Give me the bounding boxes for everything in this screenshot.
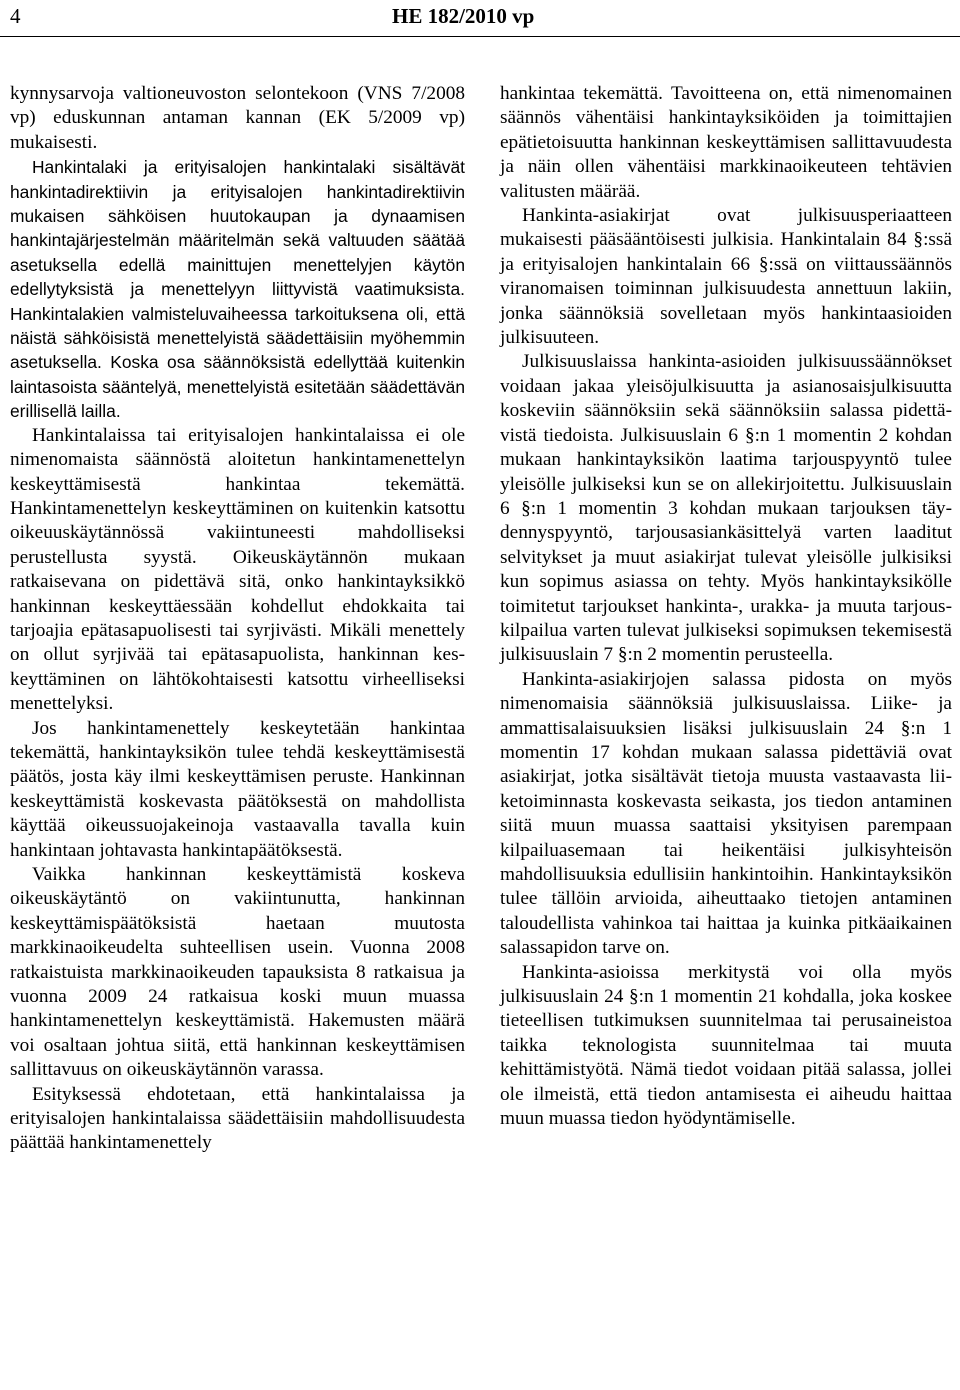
paragraph: Jos hankintamenettely keskeytetään hankintaa tekemättä, hankintayksikön tulee tehdä keskeyttämisestä päätös, josta käy ilmi keskeyttämisen peruste. Hankinnan keskeyttämistä koskevasta päätöksestä on mahdollista käyttää oikeussuojakeinoja vastaavalla tavalla kuin hankintaan johtavasta hankintapäätöksestä. bbox=[10, 717, 465, 861]
paragraph: Vaikka hankinnan keskeyttämistä koskeva oikeuskäytäntö on vakiintunutta, hankinnan keskeyttämispäätöksistä haetaan muutosta markkinaoikeudelta suhteellisen usein. Vuonna 2008 ratkaistuista markkinaoikeuden tapauksista 8 ratkaisua ja vuonna 2009 24 ratkaisua koski muun muassa hankintamenettelyn keskeyttämistä. Hakemusten määrä voi osaltaan johtua siitä, että hankinnan keskeyttämisen sallittavuus on oikeuskäytännön varassa. bbox=[10, 864, 465, 1081]
paragraph: Hankinta-asioissa merkitystä voi olla myös julkisuuslain 24 §:n 1 momentin 21 kohdalla, joka koskee tieteellisen tutkimuksen suunnitelmaa tai perusaineistoa taikka teknologista suunnitelmaa tai muuta kehittämistyötä. Nämä tiedot voidaan pitää salassa, jollei ole ilmeistä, että tiedon antamisesta ei aiheudu haittaa muun muassa tiedon hyödyntämiselle. bbox=[500, 961, 952, 1130]
paragraph: Hankintalaissa tai erityisalojen hankintalaissa ei ole nimenomaista säännöstä aloitetun hankintamenettelyn keskeyttämisestä hankintaa tekemättä. Hankintamenettelyn keskeyttäminen on kuitenkin katsottu oikeuuskäytännössä vakiintuneesti mahdolliseksi perustellusta syystä. Oikeuskäytännön mukaan ratkaisevana on pidettävä sitä, onko hankintayksikkö hankinnan keskeyttäessään kohdellut ehdokkaita tai tarjoajia epätasapuolisesti tai syrjivästi. Mikäli menettely on ollut syrjivää tai epätasapuolista, hankinnan keskeyttäminen on lähtökohtaisesti katsottu virheelliseksi menettelyksi. bbox=[10, 424, 465, 715]
page-number: 4 bbox=[10, 4, 21, 28]
right-column bbox=[500, 82, 952, 1131]
page-header bbox=[0, 0, 960, 36]
paragraph: Hankinta-asiakirjojen salassa pidosta on myös nimenomaisia säännöksiä julkisuuslaissa. Liike- ja ammattisalaisuuksien lisäksi julkisuuslain 24 §:n 1 momentin 17 kohdan mukaan salassa pidettäviä ovat asiakirjat, jotka sisältävät tietoja muusta vastaavasta liiketoiminnasta koskevasta seikasta, jos tiedon antaminen siitä muun muassa saattaisi yksityisen parempaan kilpailuasemaan tai heikentäisi julkisyhteisön mahdollisuuksia edullisiin hankintoihin. Hankintayksikön tulee tällöin arvioida, aiheuttaako tietojen antaminen taloudellista vahinkoa tai haittaa ja kuinka pitkäaikainen salassapidon tarve on. bbox=[500, 668, 952, 959]
paragraph: Hankinta-asiakirjat ovat julkisuusperiaatteen mukaisesti pääsääntöisesti julkisia. Hankintalain 84 §:ssä ja erityisalojen hankintalain 66 §:ssä on viittaussäännös viranomaisen toiminnan julkisuudesta annettuun lakiin, jonka säännöksiä sovelletaan myös hankintaasioiden julkisuuteen. bbox=[500, 205, 952, 349]
header-rule bbox=[0, 36, 960, 37]
left-column bbox=[10, 82, 465, 1156]
paragraph: hankintaa tekemättä. Tavoitteena on, että nimenomainen säännös vähentäisi hankintayksiköiden ja toimittajien epätietoisuutta hankinnan keskeyttämisen sallittavuudesta ja näin ollen vähentäisi markkinaoikeuteen tehtävien valitusten määrää. bbox=[500, 83, 952, 202]
paragraph: Julkisuuslaissa hankinta-asioiden julkisuussäännökset voidaan jakaa yleisöjulkisuutta ja asianosaisjulkisuutta koskeviin säännöksiin sekä säännöksiin salassa pidettävistä tiedoista. Julkisuuslain 6 §:n 1 momentin 2 kohdan mukaan hankintayksikön laatima tarjouspyyntö tulee yleisölle julkiseksi kun se on allekirjoitettu. Julkisuuslain 6 §:n 1 momentin 3 kohdan mukaan tarjouksen täydennyspyyntö, tarjousasiankäsittelyä varten laaditut selvitykset ja muut asiakirjat tulevat yleisölle julkisiksi kun sopimus asiassa on tehty. Myös hankintayksikölle toimitetut tarjoukset hankinta-, urakka- ja muuta tarjouskilpailua varten tulevat julkiseksi sopimuksen tekemisestä julkisuuslain 7 §:n 2 momentin perusteella. bbox=[500, 351, 952, 666]
paragraph: Esityksessä ehdotetaan, että hankintalaissa ja erityisalojen hankintalaissa säädettäisiin mahdollisuudesta päättää hankintamenettely bbox=[10, 1083, 465, 1154]
document-id: HE 182/2010 vp bbox=[392, 4, 535, 28]
paragraph: kynnysarvoja valtioneuvoston selontekoon (VNS 7/2008 vp) eduskunnan antaman kannan (EK 5/2009 vp) mukaisesti. bbox=[10, 83, 465, 153]
paragraph: Hankintalaki ja erityisalojen hankintalaki sisältävät hankintadirektiivin ja erityisalojen hankintadirektiivin mukaisen sähköisen huutokaupan ja dynaamisen hankintajärjestelmän määritelmän sekä valtuuden säätää asetuksella edellä mainittujen menettelyjen käytön edellytyksistä ja menettelyyn liittyvistä vaatimuksista. Hankintalakien valmisteluvaiheessa tarkoituksena oli, että näistä sähköisistä menettelyistä säädettäisiin myöhemmin asetuksella. Koska osa säännöksistä edellyttää kuitenkin laintasoista sääntelyä, menettelyistä esitetään säädettävän erillisellä lailla. bbox=[10, 157, 465, 422]
